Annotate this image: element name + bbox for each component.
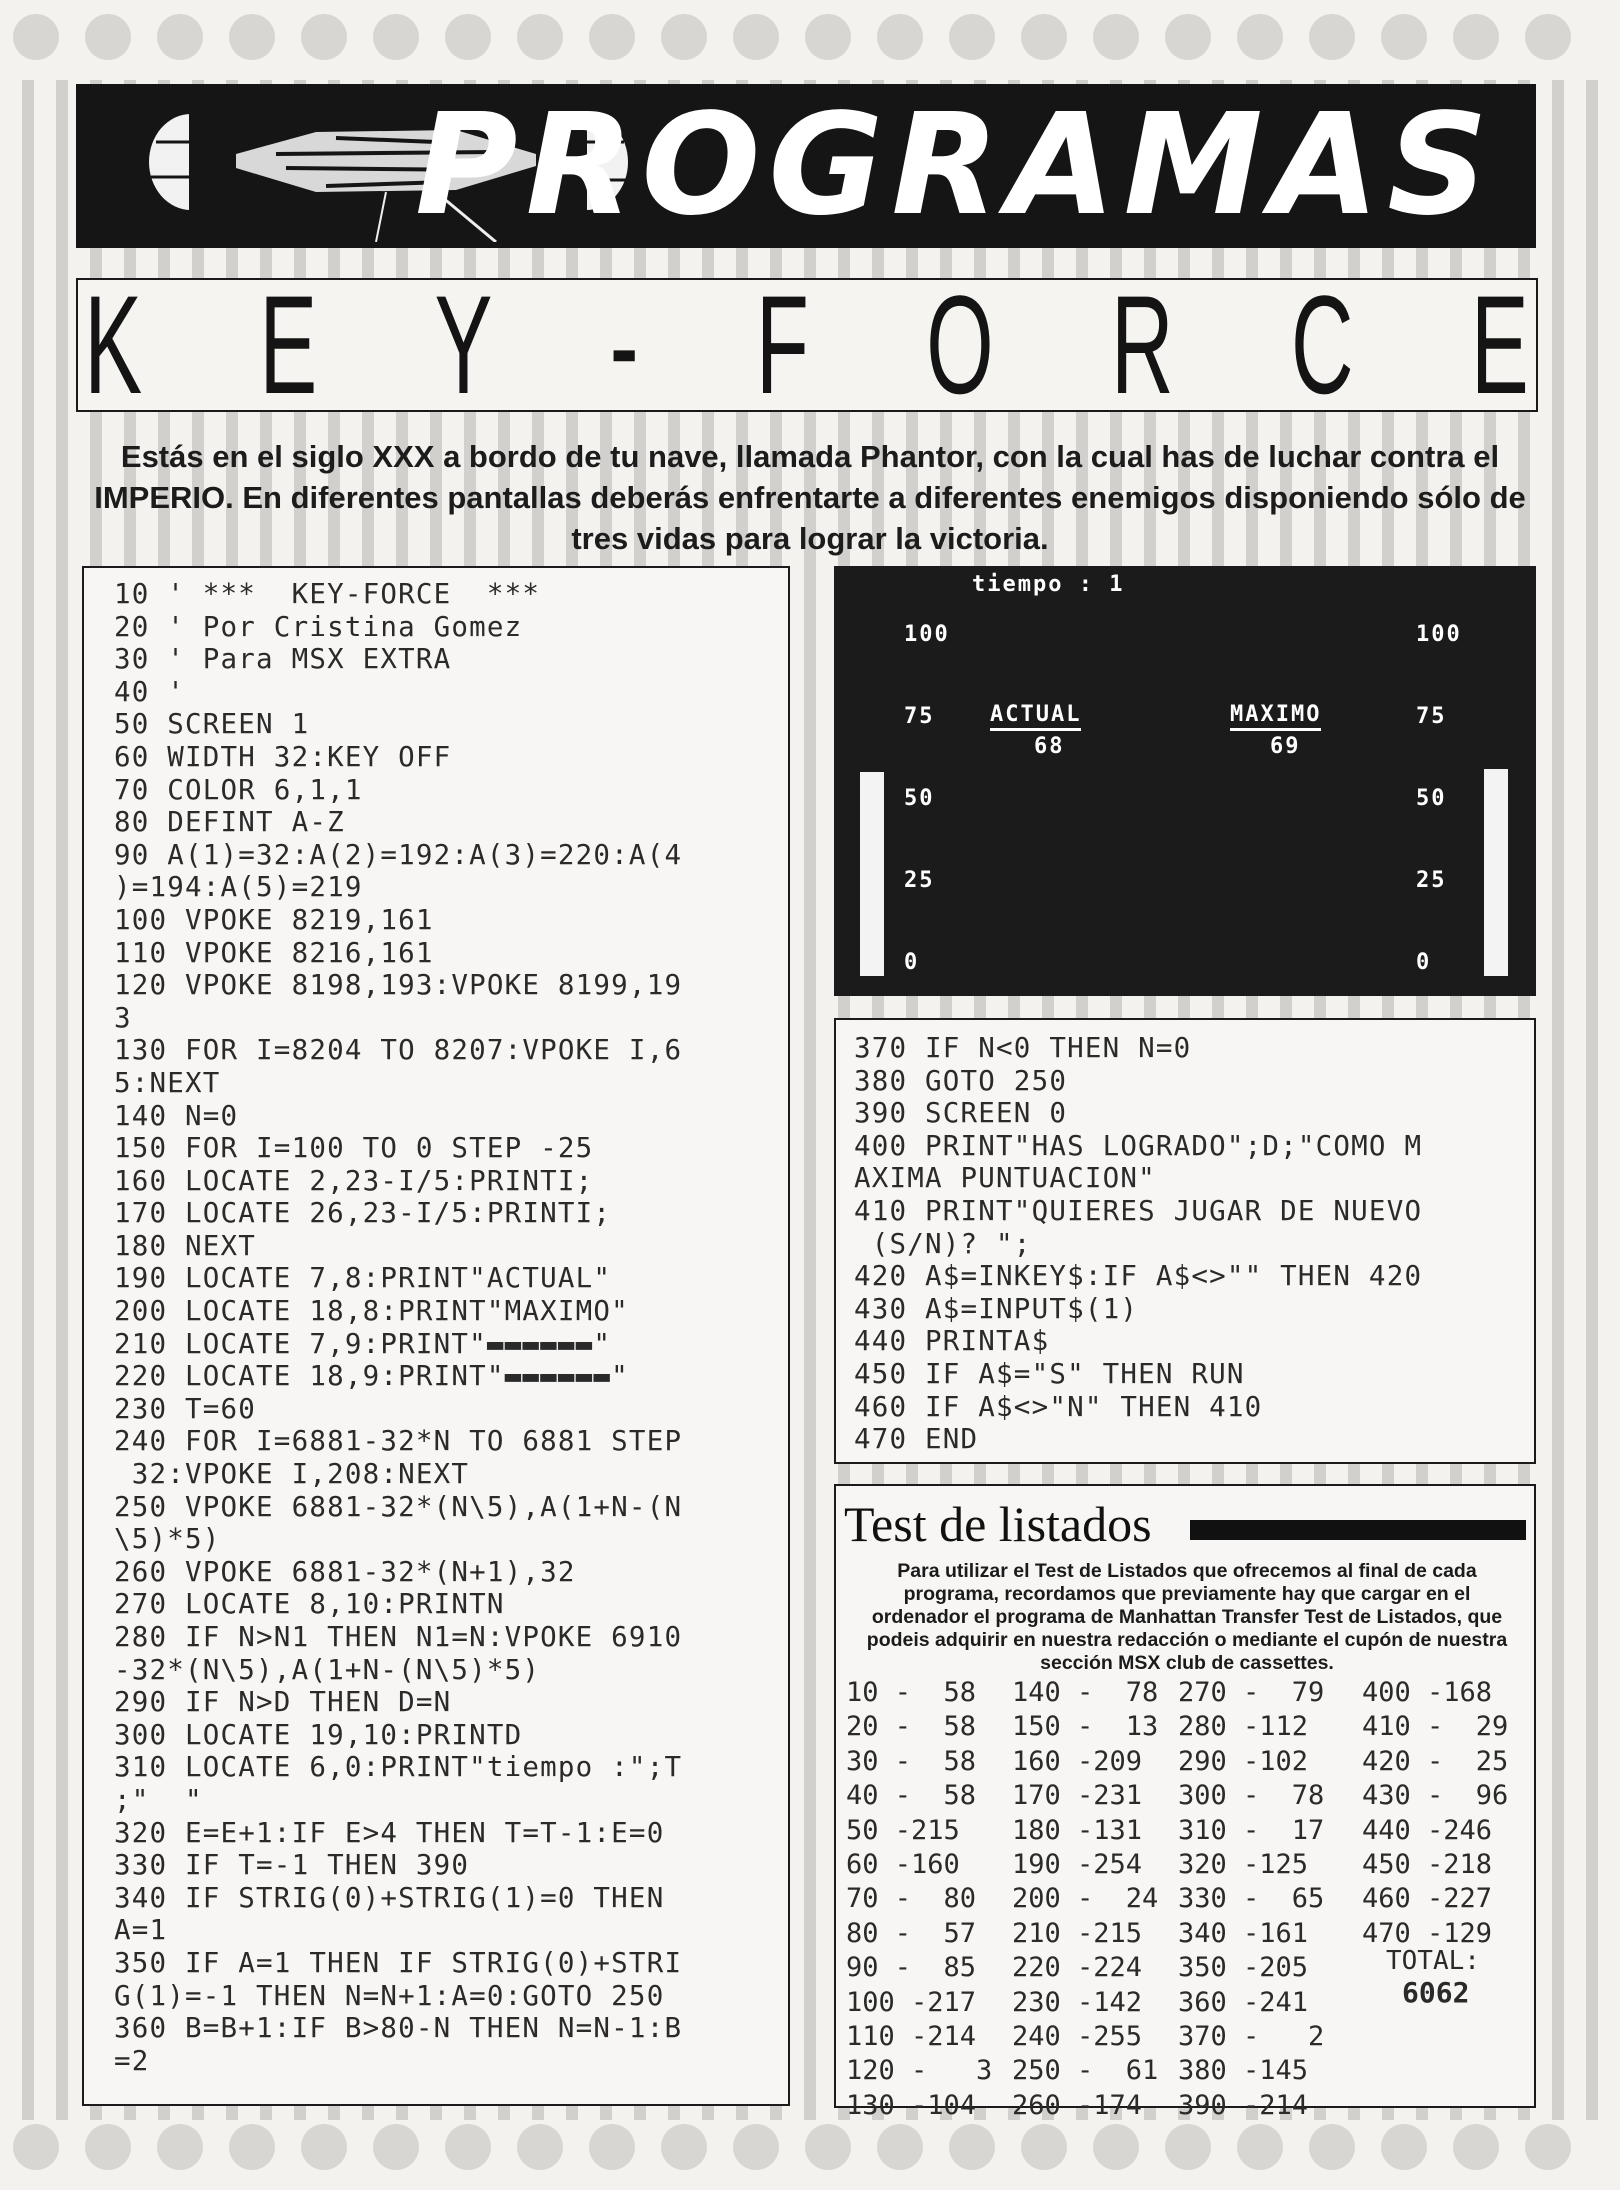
decor-dot — [1021, 2124, 1067, 2170]
decor-dot — [445, 14, 491, 60]
total-value: 6062 — [1402, 1976, 1470, 2009]
decor-dot — [517, 2124, 563, 2170]
code-line: 230 T=60 — [114, 1392, 257, 1425]
checksum-column — [1178, 1676, 1324, 2123]
decor-dot — [589, 2124, 635, 2170]
decor-dot — [301, 14, 347, 60]
title-letter: - — [609, 266, 639, 423]
checksum-entry: 400 -168 — [1362, 1677, 1493, 1708]
timer-label: tiempo : 1 — [972, 572, 1125, 597]
code-listing-left — [82, 566, 790, 2106]
code-line: 260 VPOKE 6881-32*(N+1),32 — [114, 1555, 576, 1588]
scale-tick-label: 0 — [904, 950, 920, 975]
checksum-entry: 360 -241 — [1178, 1986, 1309, 2018]
title-letter: C — [1290, 266, 1354, 423]
checksum-entry: 180 -131 — [1012, 1814, 1143, 1846]
code-line: 160 LOCATE 2,23-I/5:PRINTI; — [114, 1164, 594, 1197]
program-title — [78, 266, 1535, 423]
checksum-entry: 160 -209 — [1012, 1745, 1143, 1777]
decor-dot — [589, 14, 635, 60]
max-level-bar — [1484, 769, 1508, 976]
actual-value: 68 — [1034, 734, 1065, 759]
decor-dot — [373, 14, 419, 60]
bottom-dot-border — [0, 2110, 1620, 2190]
decor-dot — [1309, 2124, 1355, 2170]
test-description: Para utilizar el Test de Listados que ofrecemos al final de cada programa, recordamos que previamente hay que cargar en el ordenador el programa de Manhattan Transfer Test de Listados, que podeis adquirir en nuestra redacción o mediante el cupón de nuestra sección MSX club de cassettes. — [866, 1560, 1508, 1674]
checksum-entry: 280 -112 — [1178, 1711, 1309, 1743]
checksum-entry: 300 - 78 — [1178, 1780, 1325, 1812]
decor-dot — [157, 14, 203, 60]
code-line: 70 COLOR 6,1,1 — [114, 773, 363, 806]
title-letter: E — [1470, 266, 1529, 423]
code-line: 190 LOCATE 7,8:PRINT"ACTUAL" — [114, 1262, 612, 1295]
code-line: 320 E=E+1:IF E>4 THEN T=T-1:E=0 — [114, 1816, 665, 1849]
checksum-entry: 50 -215 — [846, 1814, 960, 1846]
code-line: 20 ' Por Cristina Gomez — [114, 610, 523, 643]
decor-dot — [877, 2124, 923, 2170]
title-letter: E — [259, 266, 318, 423]
code-line: 5:NEXT — [114, 1066, 221, 1099]
decor-dot — [1165, 14, 1211, 60]
code-line: 200 LOCATE 18,8:PRINT"MAXIMO" — [114, 1295, 629, 1328]
code-line: AXIMA PUNTUACION" — [854, 1162, 1156, 1195]
code-line: 80 DEFINT A-Z — [114, 806, 345, 839]
scale-tick-label: 0 — [1416, 950, 1432, 975]
decor-dot — [661, 2124, 707, 2170]
code-line: 100 VPOKE 8219,161 — [114, 903, 434, 936]
checksum-entry: 190 -254 — [1012, 1849, 1143, 1881]
decor-dot — [229, 2124, 275, 2170]
code-line: 10 ' *** KEY-FORCE *** — [114, 578, 541, 610]
code-line: 40 ' — [114, 675, 186, 708]
decor-dot — [733, 14, 779, 60]
decor-dot — [733, 2124, 779, 2170]
scale-tick-label: 25 — [1416, 868, 1447, 893]
checksum-entry: 200 - 24 — [1012, 1883, 1159, 1915]
code-listing-right — [834, 1018, 1536, 1464]
checksum-entry: 230 -142 — [1012, 1986, 1143, 2018]
total-label: TOTAL: — [1386, 1946, 1480, 1976]
decor-dot — [157, 2124, 203, 2170]
checksum-entry: 10 - 58 — [846, 1677, 977, 1708]
decor-dot — [1093, 2124, 1139, 2170]
decor-dot — [445, 2124, 491, 2170]
code-line: 280 IF N>N1 THEN N1=N:VPOKE 6910 — [114, 1621, 683, 1653]
scale-tick-label: 50 — [1416, 786, 1447, 811]
title-letter: O — [926, 266, 994, 423]
checksum-column — [846, 1676, 992, 2123]
code-line: 150 FOR I=100 TO 0 STEP -25 — [114, 1132, 594, 1165]
code-line: 120 VPOKE 8198,193:VPOKE 8199,19 — [114, 969, 683, 1002]
decor-dot — [1165, 2124, 1211, 2170]
code-line: 360 B=B+1:IF B>80-N THEN N=N-1:B — [114, 2012, 683, 2045]
code-line: 250 VPOKE 6881-32*(N\5),A(1+N-(N — [114, 1490, 683, 1523]
decor-dot — [13, 14, 59, 60]
code-line: G(1)=-1 THEN N=N+1:A=0:GOTO 250 — [114, 1979, 665, 2012]
checksum-entry: 310 - 17 — [1178, 1814, 1325, 1846]
decor-dot — [1237, 14, 1283, 60]
decor-dot — [85, 2124, 131, 2170]
test-title: Test de listados — [844, 1496, 1152, 1552]
code-line: 110 VPOKE 8216,161 — [114, 936, 434, 969]
checksum-entry: 120 - 3 — [846, 2055, 993, 2087]
code-line: 50 SCREEN 1 — [114, 708, 310, 741]
checksum-table — [836, 1676, 1536, 2121]
decor-dot — [301, 2124, 347, 2170]
code-line: 350 IF A=1 THEN IF STRIG(0)+STRI — [114, 1946, 683, 1979]
code-line: =2 — [114, 2044, 150, 2077]
code-line: 420 A$=INKEY$:IF A$<>"" THEN 420 — [854, 1260, 1423, 1293]
checksum-entry: 130 -104 — [846, 2089, 977, 2121]
code-line: 400 PRINT"HAS LOGRADO";D;"COMO M — [854, 1129, 1423, 1162]
code-line: ;" " — [114, 1783, 203, 1816]
decor-dot — [85, 14, 131, 60]
checksum-entry: 340 -161 — [1178, 1917, 1309, 1949]
code-line: 60 WIDTH 32:KEY OFF — [114, 740, 452, 773]
checksum-entry: 150 - 13 — [1012, 1711, 1159, 1743]
code-line: 220 LOCATE 18,9:PRINT"▬▬▬▬▬▬" — [114, 1360, 629, 1393]
decor-dot — [229, 14, 275, 60]
code-line: 340 IF STRIG(0)+STRIG(1)=0 THEN — [114, 1881, 665, 1914]
game-screenshot — [834, 566, 1536, 996]
scale-tick-label: 50 — [904, 786, 935, 811]
checksum-entry: 20 - 58 — [846, 1711, 977, 1743]
checksum-entry: 450 -218 — [1362, 1849, 1493, 1881]
decor-dot — [517, 14, 563, 60]
checksum-entry: 430 - 96 — [1362, 1780, 1509, 1812]
decor-dot — [1525, 14, 1571, 60]
scale-tick-label: 100 — [1416, 622, 1462, 647]
checksum-entry: 390 -214 — [1178, 2089, 1309, 2121]
title-letter: Y — [434, 266, 493, 423]
scale-tick-label: 75 — [1416, 704, 1447, 729]
checksum-entry: 380 -145 — [1178, 2055, 1309, 2087]
title-rule — [1190, 1520, 1526, 1540]
code-line: 170 LOCATE 26,23-I/5:PRINTI; — [114, 1197, 612, 1230]
program-title-box — [76, 266, 1538, 423]
checksum-entry: 140 - 78 — [1012, 1677, 1159, 1708]
code-line: 410 PRINT"QUIERES JUGAR DE NUEVO — [854, 1194, 1423, 1227]
decor-dot — [13, 2124, 59, 2170]
code-line: 140 N=0 — [114, 1099, 239, 1132]
checksum-entry: 70 - 80 — [846, 1883, 977, 1915]
checksum-entry: 220 -224 — [1012, 1952, 1143, 1984]
code-line: \5)*5) — [114, 1523, 221, 1556]
checksum-entry: 30 - 58 — [846, 1745, 977, 1777]
code-line: 90 A(1)=32:A(2)=192:A(3)=220:A(4 — [114, 838, 683, 871]
decor-dot — [949, 2124, 995, 2170]
code-line: 370 IF N<0 THEN N=0 — [854, 1032, 1192, 1064]
checksum-column — [1362, 1676, 1508, 1951]
checksum-entry: 420 - 25 — [1362, 1745, 1509, 1777]
code-line: -32*(N\5),A(1+N-(N\5)*5) — [114, 1653, 541, 1686]
checksum-entry: 460 -227 — [1362, 1883, 1493, 1915]
decor-dot — [1237, 2124, 1283, 2170]
code-line: 32:VPOKE I,208:NEXT — [114, 1458, 470, 1491]
code-line: 450 IF A$="S" THEN RUN — [854, 1357, 1245, 1390]
scale-tick-label: 100 — [904, 622, 950, 647]
code-line: 30 ' Para MSX EXTRA — [114, 643, 452, 676]
checksum-entry: 90 - 85 — [846, 1952, 977, 1984]
decor-dot — [805, 2124, 851, 2170]
decor-dot — [805, 14, 851, 60]
checksum-entry: 470 -129 — [1362, 1917, 1493, 1949]
checksum-entry: 170 -231 — [1012, 1780, 1143, 1812]
code-line: 390 SCREEN 0 — [854, 1097, 1068, 1130]
code-line: 290 IF N>D THEN D=N — [114, 1686, 452, 1719]
title-letter: R — [1110, 266, 1174, 423]
checksum-entry: 260 -174 — [1012, 2089, 1143, 2121]
decor-dot — [1525, 2124, 1571, 2170]
checksum-entry: 210 -215 — [1012, 1917, 1143, 1949]
decor-dot — [1021, 14, 1067, 60]
checksum-entry: 440 -246 — [1362, 1814, 1493, 1846]
code-line: (S/N)? "; — [854, 1227, 1032, 1260]
checksum-entry: 240 -255 — [1012, 2021, 1143, 2053]
code-line: 440 PRINTA$ — [854, 1325, 1050, 1358]
decor-dot — [1381, 14, 1427, 60]
title-letter: K — [84, 266, 143, 423]
code-line: 460 IF A$<>"N" THEN 410 — [854, 1390, 1263, 1423]
scale-tick-label: 75 — [904, 704, 935, 729]
checksum-entry: 370 - 2 — [1178, 2021, 1325, 2053]
code-line: 210 LOCATE 7,9:PRINT"▬▬▬▬▬▬" — [114, 1327, 612, 1360]
code-line: 310 LOCATE 6,0:PRINT"tiempo :";T — [114, 1751, 683, 1784]
checksum-entry: 350 -205 — [1178, 1952, 1309, 1984]
code-line: )=194:A(5)=219 — [114, 871, 363, 904]
top-dot-border — [0, 0, 1620, 80]
checksum-entry: 410 - 29 — [1362, 1711, 1509, 1743]
checksum-entry: 110 -214 — [846, 2021, 977, 2053]
max-label: MAXIMO — [1230, 702, 1321, 731]
actual-level-bar — [860, 772, 884, 976]
section-header — [76, 84, 1536, 248]
title-letter: F — [755, 266, 809, 423]
test-de-listados-panel — [834, 1484, 1536, 2121]
decor-dot — [1309, 14, 1355, 60]
checksum-entry: 80 - 57 — [846, 1917, 977, 1949]
code-line: A=1 — [114, 1914, 168, 1947]
header-title: PROGRAMAS — [415, 84, 1496, 247]
scale-tick-label: 25 — [904, 868, 935, 893]
code-line: 380 GOTO 250 — [854, 1064, 1068, 1097]
checksum-column — [1012, 1676, 1158, 2123]
decor-dot — [1453, 2124, 1499, 2170]
decor-dot — [1381, 2124, 1427, 2170]
code-line: 300 LOCATE 19,10:PRINTD — [114, 1718, 523, 1751]
code-line: 330 IF T=-1 THEN 390 — [114, 1849, 470, 1882]
decor-dot — [877, 14, 923, 60]
decor-dot — [661, 14, 707, 60]
code-line: 3 — [114, 1001, 132, 1034]
checksum-entry: 100 -217 — [846, 1986, 977, 2018]
checksum-entry: 40 - 58 — [846, 1780, 977, 1812]
decor-dot — [1453, 14, 1499, 60]
decor-dot — [949, 14, 995, 60]
code-line: 270 LOCATE 8,10:PRINTN — [114, 1588, 505, 1621]
code-line: 470 END — [854, 1423, 979, 1456]
intro-paragraph: Estás en el siglo XXX a bordo de tu nave, llamada Phantor, con la cual has de luchar contra el IMPERIO. En diferentes pantallas deberás enfrentarte a diferentes enemigos disponiendo sólo de tres vidas para lograr la victoria. — [94, 439, 1526, 556]
code-line: 240 FOR I=6881-32*N TO 6881 STEP — [114, 1425, 683, 1458]
code-line: 180 NEXT — [114, 1229, 257, 1262]
checksum-entry: 330 - 65 — [1178, 1883, 1325, 1915]
code-line: 130 FOR I=8204 TO 8207:VPOKE I,6 — [114, 1034, 683, 1067]
checksum-entry: 60 -160 — [846, 1849, 960, 1881]
actual-label: ACTUAL — [990, 702, 1081, 731]
decor-dot — [1093, 14, 1139, 60]
max-value: 69 — [1270, 734, 1301, 759]
checksum-entry: 320 -125 — [1178, 1849, 1309, 1881]
checksum-entry: 290 -102 — [1178, 1745, 1309, 1777]
code-line: 430 A$=INPUT$(1) — [854, 1292, 1139, 1325]
checksum-entry: 250 - 61 — [1012, 2055, 1159, 2087]
decor-dot — [373, 2124, 419, 2170]
checksum-entry: 270 - 79 — [1178, 1677, 1325, 1708]
